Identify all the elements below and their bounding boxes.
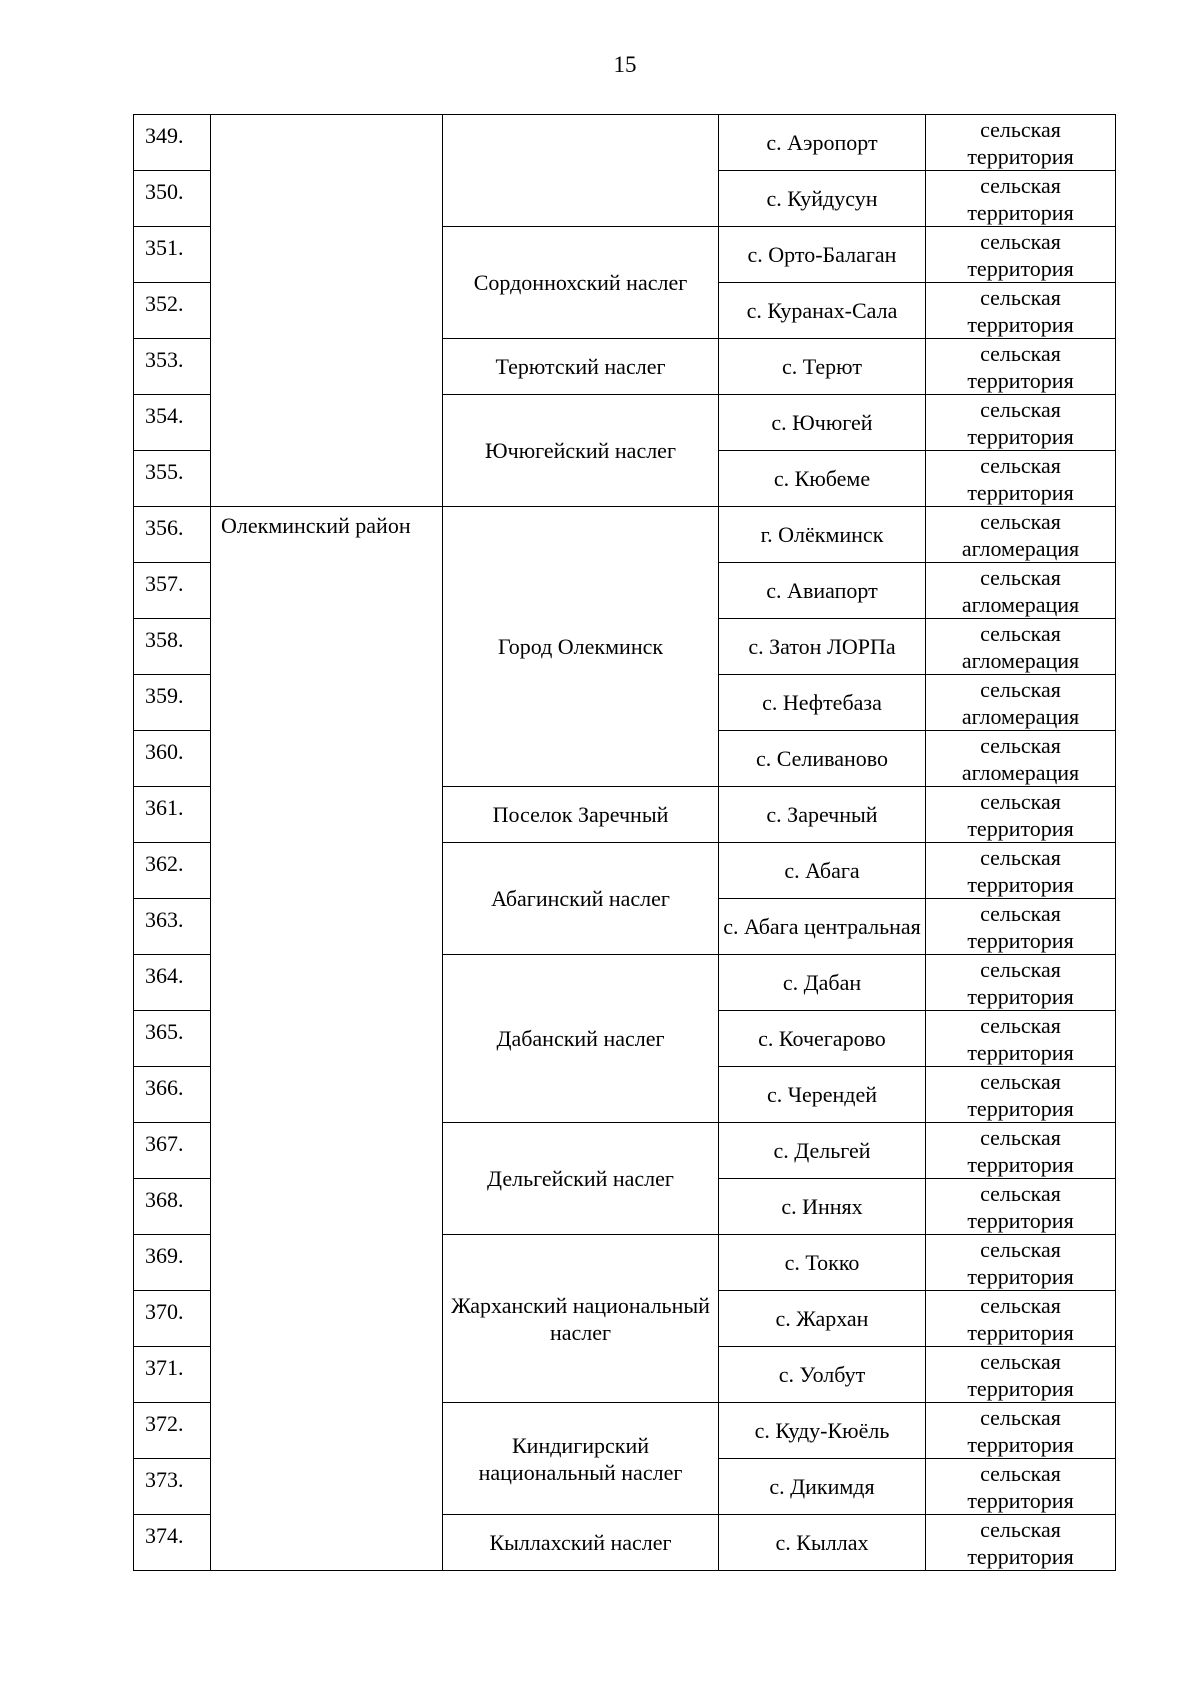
locality-name: с. Ючюгей [719,395,926,451]
row-number: 368. [134,1179,211,1235]
district-name: Олекминский район [211,507,443,1571]
settlement-name: Киндигирский национальный наслег [443,1403,719,1515]
territory-type: сельская территория [926,1067,1116,1123]
locality-name: с. Терют [719,339,926,395]
row-number: 367. [134,1123,211,1179]
row-number: 350. [134,171,211,227]
row-number: 361. [134,787,211,843]
territory-type: сельская агломерация [926,619,1116,675]
row-number: 362. [134,843,211,899]
settlements-table [133,114,1116,1571]
row-number: 366. [134,1067,211,1123]
locality-name: с. Уолбут [719,1347,926,1403]
row-number: 365. [134,1011,211,1067]
territory-type: сельская территория [926,1459,1116,1515]
locality-name: с. Абага [719,843,926,899]
territory-type: сельская территория [926,1403,1116,1459]
page-number: 15 [613,52,637,77]
locality-name: с. Иннях [719,1179,926,1235]
row-number: 358. [134,619,211,675]
table-row [134,507,1116,563]
locality-name: с. Заречный [719,787,926,843]
row-number: 356. [134,507,211,563]
row-number: 372. [134,1403,211,1459]
locality-name: с. Абага центральная [719,899,926,955]
locality-name: с. Токко [719,1235,926,1291]
row-number: 351. [134,227,211,283]
locality-name: с. Нефтебаза [719,675,926,731]
locality-name: с. Жархан [719,1291,926,1347]
settlement-name: Терютский наслег [443,339,719,395]
territory-type: сельская территория [926,843,1116,899]
locality-name: с. Кюбеме [719,451,926,507]
row-number: 363. [134,899,211,955]
settlement-name: Абагинский наслег [443,843,719,955]
settlement-name: Город Олекминск [443,507,719,787]
settlement-name [443,115,719,227]
row-number: 364. [134,955,211,1011]
territory-type: сельская агломерация [926,731,1116,787]
territory-type: сельская территория [926,1347,1116,1403]
locality-name: с. Орто-Балаган [719,227,926,283]
row-number: 355. [134,451,211,507]
locality-name: с. Дикимдя [719,1459,926,1515]
district-cell-empty [211,115,443,507]
row-number: 360. [134,731,211,787]
row-number: 352. [134,283,211,339]
territory-type: сельская территория [926,1123,1116,1179]
locality-name: с. Куранах-Сала [719,283,926,339]
settlement-name: Поселок Заречный [443,787,719,843]
locality-name: с. Куду-Кюёль [719,1403,926,1459]
locality-name: с. Куйдусун [719,171,926,227]
row-number: 353. [134,339,211,395]
row-number: 371. [134,1347,211,1403]
locality-name: с. Кыллах [719,1515,926,1571]
territory-type: сельская территория [926,899,1116,955]
locality-name: с. Дабан [719,955,926,1011]
locality-name: г. Олёкминск [719,507,926,563]
locality-name: с. Дельгей [719,1123,926,1179]
table-row [134,115,1116,171]
territory-type: сельская агломерация [926,675,1116,731]
territory-type: сельская территория [926,1515,1116,1571]
settlement-name: Дельгейский наслег [443,1123,719,1235]
territory-type: сельская территория [926,1179,1116,1235]
territory-type: сельская территория [926,955,1116,1011]
locality-name: с. Аэропорт [719,115,926,171]
territory-type: сельская территория [926,787,1116,843]
territory-type: сельская территория [926,1291,1116,1347]
settlement-name: Кыллахский наслег [443,1515,719,1571]
row-number: 354. [134,395,211,451]
row-number: 349. [134,115,211,171]
row-number: 369. [134,1235,211,1291]
locality-name: с. Селиваново [719,731,926,787]
territory-type: сельская территория [926,283,1116,339]
settlement-name: Сордоннохский наслег [443,227,719,339]
table-body [134,115,1116,1571]
row-number: 359. [134,675,211,731]
territory-type: сельская территория [926,395,1116,451]
territory-type: сельская территория [926,115,1116,171]
row-number: 370. [134,1291,211,1347]
territory-type: сельская агломерация [926,563,1116,619]
locality-name: с. Кочегарово [719,1011,926,1067]
territory-type: сельская территория [926,451,1116,507]
row-number: 357. [134,563,211,619]
settlement-name: Дабанский наслег [443,955,719,1123]
territory-type: сельская территория [926,1011,1116,1067]
locality-name: с. Авиапорт [719,563,926,619]
locality-name: с. Затон ЛОРПа [719,619,926,675]
territory-type: сельская территория [926,227,1116,283]
locality-name: с. Черендей [719,1067,926,1123]
territory-type: сельская агломерация [926,507,1116,563]
row-number: 374. [134,1515,211,1571]
row-number: 373. [134,1459,211,1515]
territory-type: сельская территория [926,1235,1116,1291]
territory-type: сельская территория [926,171,1116,227]
settlement-name: Ючюгейский наслег [443,395,719,507]
settlement-name: Жарханский национальный наслег [443,1235,719,1403]
territory-type: сельская территория [926,339,1116,395]
